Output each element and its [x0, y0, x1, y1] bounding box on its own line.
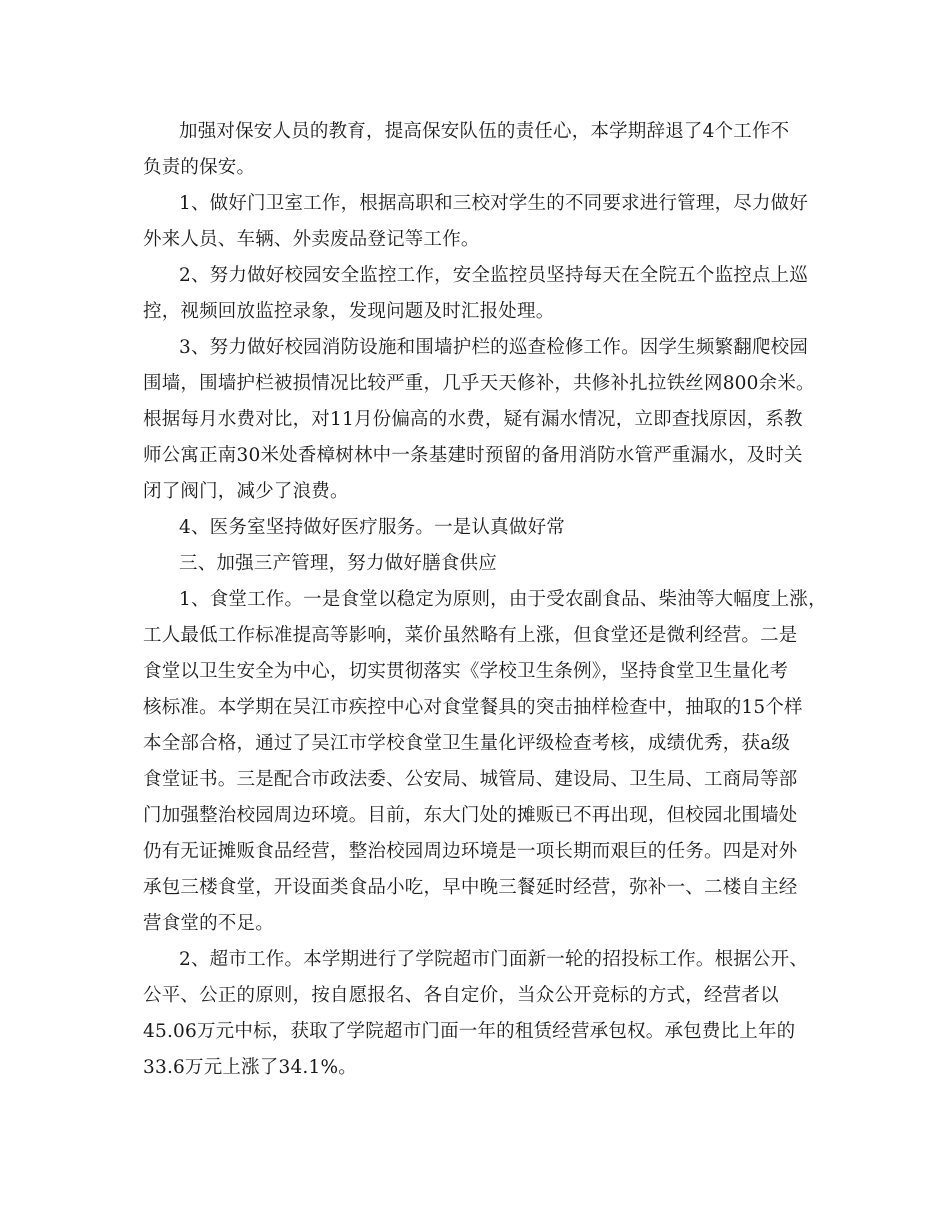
text-line: 核标准。本学期在吴江市疾控中心对食堂餐具的突击抽样检查中，抽取的15个样 — [143, 697, 803, 718]
text-line: 外来人员、车辆、外卖废品登记等工作。 — [143, 229, 480, 250]
text-line: 仍有无证摊贩食品经营，整治校园周边环境是一项长期而艰巨的任务。四是对外 — [143, 841, 798, 862]
text-line: 控，视频回放监控录象，发现问题及时汇报处理。 — [143, 301, 555, 322]
text-line: 1、做好门卫室工作，根据高职和三校对学生的不同要求进行管理，尽力做好 — [179, 193, 809, 214]
text-line: 本全部合格，通过了吴江市学校食堂卫生量化评级检查考核，成绩优秀，获a级 — [143, 733, 791, 754]
text-line: 门加强整治校园周边环境。目前，东大门处的摊贩已不再出现，但校园北围墙处 — [143, 805, 798, 826]
text-line: 45.06万元中标，获取了学院超市门面一年的租赁经营承包权。承包费比上年的 — [143, 1021, 796, 1042]
text-line: 2、努力做好校园安全监控工作，安全监控员坚持每天在全院五个监控点上巡 — [179, 265, 809, 286]
text-line: 2、超市工作。本学期进行了学院超市门面新一轮的招投标工作。根据公开、 — [179, 949, 809, 970]
text-line: 根据每月水费对比，对11月份偏高的水费，疑有漏水情况，立即查找原因，系教 — [143, 409, 803, 430]
text-line: 1、食堂工作。一是食堂以稳定为原则，由于受农副食品、柴油等大幅度上涨， — [179, 589, 827, 610]
text-line: 承包三楼食堂，开设面类食品小吃，早中晚三餐延时经营，弥补一、二楼自主经 — [143, 877, 798, 898]
text-line: 负责的保安。 — [143, 157, 256, 178]
text-line: 工人最低工作标准提高等影响，菜价虽然略有上涨，但食堂还是微利经营。二是 — [143, 625, 798, 646]
text-line: 闭了阀门，减少了浪费。 — [143, 481, 349, 502]
text-line: 33.6万元上涨了34.1%。 — [143, 1057, 357, 1078]
text-line: 围墙，围墙护栏被损情况比较严重，几乎天天修补，共修补扎拉铁丝网800余米。 — [143, 373, 815, 394]
section-heading: 三、加强三产管理，努力做好膳食供应 — [179, 553, 497, 574]
text-line: 3、努力做好校园消防设施和围墙护栏的巡查检修工作。因学生频繁翻爬校园 — [179, 337, 809, 358]
text-line: 营食堂的不足。 — [143, 913, 274, 934]
text-line: 师公寓正南30米处香樟树林中一条基建时预留的备用消防水管严重漏水，及时关 — [143, 445, 803, 466]
text-line: 公平、公正的原则，按自愿报名、各自定价，当众公开竞标的方式，经营者以 — [143, 985, 779, 1006]
text-line: 4、医务室坚持做好医疗服务。一是认真做好常 — [179, 517, 565, 538]
text-line: 食堂证书。三是配合市政法委、公安局、城管局、建设局、卫生局、工商局等部 — [143, 769, 798, 790]
text-line: 加强对保安人员的教育，提高保安队伍的责任心，本学期辞退了4个工作不 — [179, 121, 790, 142]
text-line: 食堂以卫生安全为中心，切实贯彻落实《学校卫生条例》，坚持食堂卫生量化考 — [143, 661, 789, 682]
